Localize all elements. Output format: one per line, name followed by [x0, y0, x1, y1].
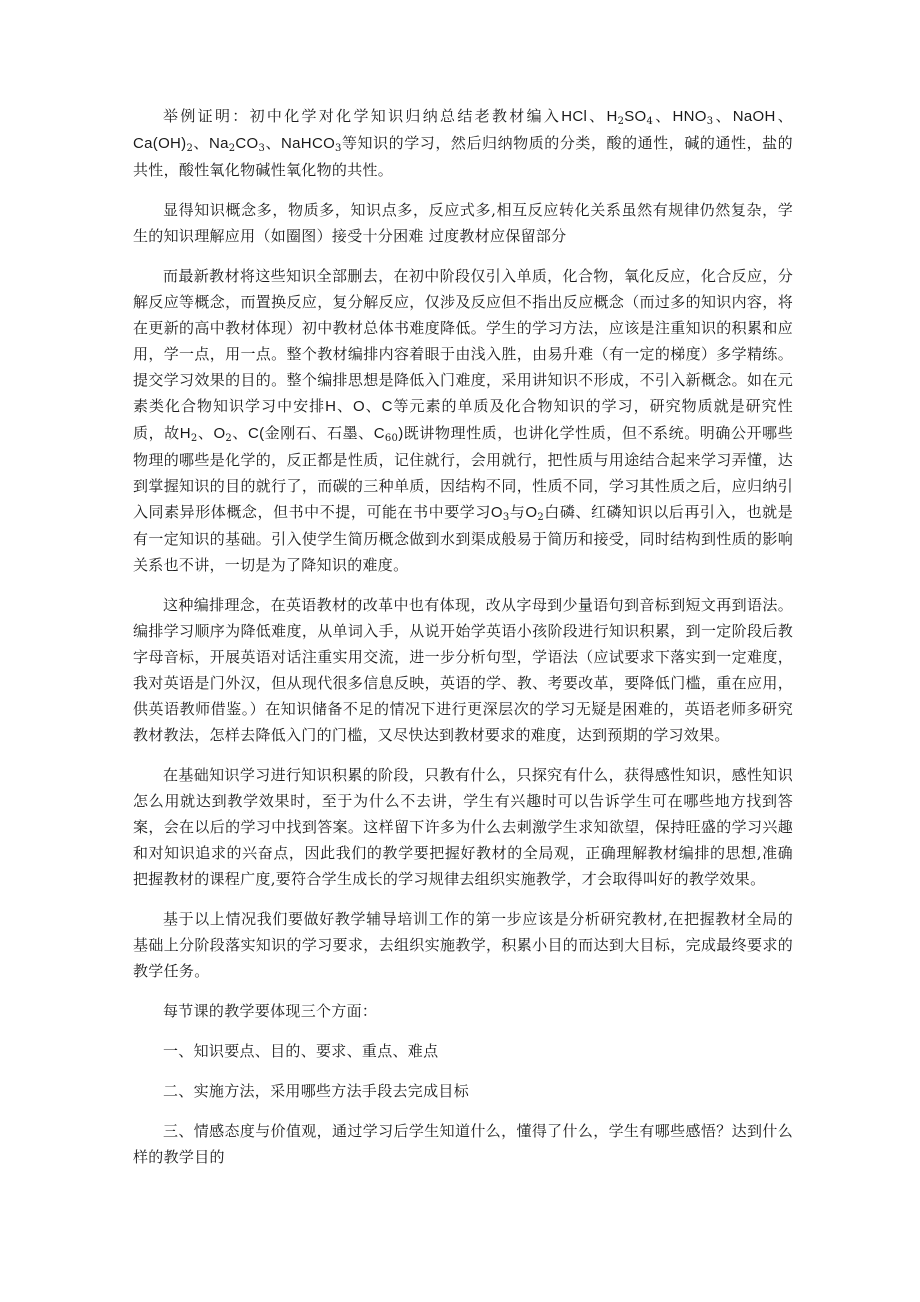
text-run: H: [606, 108, 618, 125]
text-run: 、: [653, 107, 673, 125]
subscript-text: 2: [186, 143, 194, 154]
paragraph: [133, 1118, 793, 1170]
text-run: SO: [624, 108, 647, 125]
text-run: 等知识的学习，然后归纳物质的分类，酸的通性，碱的通性，盐的共性，酸性氧化物碱性氧化物的共性。: [133, 134, 793, 179]
text-run: 、: [713, 107, 733, 125]
text-run: 、: [336, 397, 353, 415]
text-run: 显得知识概念多，物质多，知识点多，反应式多,相互反应转化关系虽然有规律仍然复杂，学生的知识理解应用（如圈图）接受十分困难 过度教材应保留部分: [133, 201, 793, 245]
subscript-text: 2: [537, 512, 545, 523]
text-run: Ca(OH): [133, 135, 187, 152]
text-run: 金刚石、石墨、: [264, 424, 374, 442]
text-run: H: [179, 425, 191, 442]
text-run: 、: [587, 107, 607, 125]
text-run: 基于以上情况我们要做好教学辅导培训工作的第一步应该是分析研究教材,在把握教材全局的基础上分阶段落实知识的学习要求，去组织实施教学，积累小目的而达到大目标，完成最终要求的教学任务。: [133, 910, 793, 980]
text-run: O: [352, 398, 365, 415]
text-run: 这种编排理念，在英语教材的改革中也有体现，改从字母到少量语句到音标到短文再到语法。编排学习顺序为降低难度，从单词入手，从说开始学英语小孩阶段进行知识积累，到一定阶段后教字母音标，开展英语对话注重实用交流，进一步分析句型，学语法（应试要求下落实到一定难度，我对英语是门外汉，但从现代很多信息反映，英语的学、教、考要改革，要降低门槛，重在应用，供英语教师借鉴。）在知识储备不足的情况下进行更深层次的学习无疑是困难的，英语老师多研究教材教法，怎样去降低入门的门槛，又尽快达到教材要求的难度，达到预期的学习效果。: [133, 596, 793, 744]
text-run: 二、实施方法，采用哪些方法手段去完成目标: [163, 1082, 470, 1100]
paragraph: [133, 998, 793, 1024]
text-run: O: [525, 504, 538, 521]
text-run: 、: [197, 424, 214, 442]
subscript-text: 2: [225, 433, 233, 444]
text-run: CO: [235, 135, 259, 152]
text-run: O: [213, 425, 226, 442]
subscript-text: 60: [384, 433, 399, 444]
text-run: 每节课的教学要体现三个方面：: [163, 1002, 378, 1020]
paragraph: [133, 197, 793, 249]
text-run: C: [373, 425, 385, 442]
text-run: 与: [509, 503, 526, 521]
text-run: 、: [232, 424, 248, 442]
text-run: NaOH: [732, 108, 776, 125]
text-run: 而最新教材将这些知识全部删去，在初中阶段仅引入单质，化合物，氧化反应，化合反应，分解反应等概念，而置换反应，复分解反应，仅涉及反应但不指出反应概念（而过多的知识内容，将在更新的高中教材体现）初中教材总体书难度降低。学生的学习方法，应该是注重知识的积累和应用，学一点，用一点。整个教材编排内容着眼于由浅入胜，由易升难（有一定的梯度）多学精练。提交学习效果的目的。整个编排思想是降低入门难度，采用讲知识不形成，不引入新概念。如在元素类化合物知识学习中安排: [133, 267, 793, 415]
paragraph: [133, 906, 793, 984]
text-run: NaHCO: [281, 135, 336, 152]
text-run: C(: [247, 425, 265, 442]
paragraph: [133, 103, 793, 183]
text-run: O: [490, 504, 503, 521]
text-run: 白磷、红磷知识以后再引入，也就是有一定知识的基础。引入使学生简历概念做到水到渠成般易于简历和接受，同时结构到性质的影响关系也不讲，一切是为了降知识的难度。: [133, 503, 793, 574]
subscript-text: 2: [617, 116, 625, 127]
text-run: 三、情感态度与价值观，通过学习后学生知道什么，懂得了什么，学生有哪些感悟？达到什么样的教学目的: [133, 1122, 793, 1166]
text-run: 、: [364, 397, 382, 415]
document-body: [133, 103, 793, 1184]
text-run: HNO: [672, 108, 707, 125]
subscript-text: 3: [502, 512, 510, 523]
text-run: ): [398, 425, 404, 442]
subscript-text: 2: [228, 143, 236, 154]
paragraph: [133, 592, 793, 748]
subscript-text: 3: [706, 116, 714, 127]
paragraph: [133, 1038, 793, 1064]
text-run: 、: [265, 134, 282, 152]
text-run: C: [381, 398, 393, 415]
text-run: 等元素的单质及化合物知识的学习，研究物质就是研究性质，故: [133, 397, 793, 442]
text-run: H: [325, 398, 337, 415]
text-run: 既讲物理性质，也讲化学性质，但不系统。明确公开哪些物理的哪些是化学的，反正都是性质，记住就行，会用就行，把性质与用途结合起来学习弄懂，达到掌握知识的目的就行了，而碳的三种单质，因结构不同，性质不同，学习其性质之后，应归纳引入同素异形体概念，但书中不提，可能在书中要学习: [133, 424, 793, 521]
text-run: Na: [208, 135, 229, 152]
text-run: 、: [193, 134, 209, 152]
text-run: 在基础知识学习进行知识积累的阶段，只教有什么，只探究有什么，获得感性知识，感性知识怎么用就达到教学效果时，至于为什么不去讲，学生有兴趣时可以告诉学生可在哪些地方找到答案，会在以后的学习中找到答案。这样留下许多为什么去刺激学生求知欲望，保持旺盛的学习兴趣和对知识追求的兴奋点，因此我们的教学要把握好教材的全局观，正确理解教材编排的思想,准确把握教材的课程广度,要符合学生成长的学习规律去组织实施教学，才会取得叫好的教学效果。: [133, 766, 793, 888]
subscript-text: 4: [646, 116, 654, 127]
subscript-text: 2: [190, 433, 198, 444]
paragraph: [133, 263, 793, 578]
subscript-text: 3: [335, 143, 342, 154]
text-run: 、: [775, 107, 793, 125]
text-run: HCl: [561, 108, 588, 125]
subscript-text: 3: [258, 143, 266, 154]
paragraph: [133, 762, 793, 892]
text-run: 举例证明：初中化学对化学知识归纳总结老教材编入: [163, 107, 562, 125]
text-run: 一、知识要点、目的、要求、重点、难点: [163, 1042, 439, 1060]
paragraph: [133, 1078, 793, 1104]
